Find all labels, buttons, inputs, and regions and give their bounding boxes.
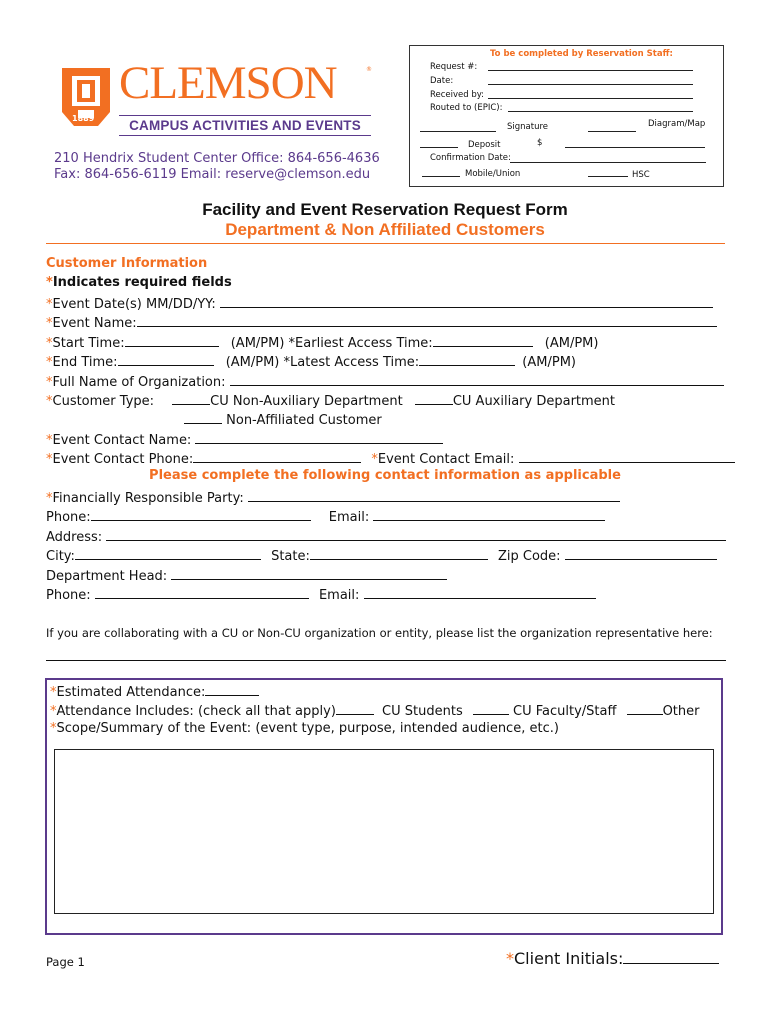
scope-label: Scope/Summary of the Event: (event type, purpose, intended audience, etc.)	[56, 721, 559, 736]
contact-name-row: *Event Contact Name:	[46, 430, 443, 449]
logo-subtitle-band	[119, 115, 371, 136]
attendance-label: Estimated Attendance:	[56, 685, 206, 700]
attendance-input[interactable]	[205, 682, 259, 696]
earliest-access-label: (AM/PM) *Earliest Access Time:	[230, 336, 433, 351]
request-label: Request #:	[430, 62, 478, 72]
dept-head-label: Department Head:	[46, 569, 168, 584]
event-dates-input[interactable]	[220, 294, 713, 308]
email2-label: Email:	[318, 588, 360, 603]
confirmation-line[interactable]	[510, 162, 706, 163]
client-initials-row: *Client Initials:	[506, 949, 719, 968]
scope-row: *Scope/Summary of the Event: (event type, purpose, intended audience, etc.)	[50, 721, 559, 736]
start-time-row: *Start Time: (AM/PM) *Earliest Access Time: (AM/PM)	[46, 333, 598, 352]
contact-name-label: Event Contact Name:	[52, 433, 192, 448]
phone-email-row	[46, 507, 605, 526]
received-label: Received by:	[430, 90, 485, 100]
state-input[interactable]	[310, 546, 488, 560]
mobile-line[interactable]	[422, 176, 460, 177]
city-input[interactable]	[75, 546, 261, 560]
phone-input[interactable]	[91, 507, 311, 521]
contact-phone-row: *Event Contact Phone: *Event Contact Email:	[46, 449, 735, 468]
required-note: *Indicates required fields	[46, 275, 232, 290]
form-title: Facility and Event Reservation Request Form	[202, 200, 568, 219]
routed-label: Routed to (EPIC):	[430, 103, 503, 113]
signature-line[interactable]	[420, 131, 496, 132]
address-label: Address:	[46, 530, 103, 545]
collab-input[interactable]	[46, 660, 726, 661]
other-label: Other	[662, 704, 700, 719]
dollar-line[interactable]	[565, 147, 705, 148]
event-name-label: Event Name:	[52, 316, 137, 331]
dept-head-input[interactable]	[171, 566, 447, 580]
event-name-input[interactable]	[137, 313, 717, 327]
phone2-input[interactable]	[95, 585, 309, 599]
scope-textarea[interactable]	[54, 749, 714, 914]
email-input[interactable]	[373, 507, 605, 521]
non-affiliated-checkbox[interactable]	[184, 410, 222, 424]
address-input[interactable]	[106, 527, 726, 541]
other-checkbox[interactable]	[627, 701, 663, 715]
cu-aux-checkbox[interactable]	[415, 391, 453, 405]
city-label: City:	[46, 549, 75, 564]
email-label: Email:	[328, 510, 370, 525]
date-line[interactable]	[488, 84, 693, 85]
received-line[interactable]	[488, 98, 693, 99]
zip-label: Zip Code:	[498, 549, 561, 564]
faculty-checkbox[interactable]	[473, 701, 509, 715]
cu-non-aux-checkbox[interactable]	[172, 391, 210, 405]
customer-section-heading: Customer Information	[46, 256, 208, 271]
non-affiliated-label: Non-Affiliated Customer	[226, 413, 382, 428]
signature-label: Signature	[507, 122, 549, 132]
diagram-line[interactable]	[588, 131, 636, 132]
request-line[interactable]	[488, 70, 693, 71]
financial-input[interactable]	[248, 488, 620, 502]
dept-head-row	[46, 566, 447, 585]
state-label: State:	[271, 549, 310, 564]
client-initials-label: Client Initials:	[514, 949, 624, 968]
start-time-label: Start Time:	[52, 336, 125, 351]
routed-line[interactable]	[508, 111, 693, 112]
financial-label: Financially Responsible Party:	[52, 491, 244, 506]
end-time-row: *End Time: (AM/PM) *Latest Access Time: (AM/PM)	[46, 352, 576, 371]
diagram-label: Diagram/Map	[648, 119, 706, 129]
city-row	[46, 546, 717, 565]
deposit-line[interactable]	[420, 147, 458, 148]
deposit-label: Deposit	[468, 140, 501, 150]
client-initials-input[interactable]	[623, 949, 719, 964]
office-address: 210 Hendrix Student Center Office: 864-656-4636	[54, 151, 380, 166]
address-row	[46, 527, 726, 546]
includes-label: Attendance Includes: (check all that apply)	[56, 704, 336, 719]
latest-access-label: (AM/PM) *Latest Access Time:	[225, 355, 420, 370]
clemson-wordmark: CLEMSON	[119, 57, 337, 109]
hsc-line[interactable]	[588, 176, 628, 177]
org-name-input[interactable]	[230, 372, 724, 386]
financial-row: *Financially Responsible Party:	[46, 488, 620, 507]
faculty-label: CU Faculty/Staff	[513, 704, 617, 719]
hsc-label: HSC	[632, 170, 650, 180]
org-name-label: Full Name of Organization:	[52, 375, 226, 390]
email2-input[interactable]	[364, 585, 596, 599]
event-dates-label: Event Date(s) MM/DD/YY:	[52, 297, 216, 312]
fax-email: Fax: 864-656-6119 Email: reserve@clemson.edu	[54, 167, 371, 182]
event-dates-row: *Event Date(s) MM/DD/YY:	[46, 294, 713, 313]
page-number: Page 1	[46, 955, 85, 969]
contact-name-input[interactable]	[195, 430, 443, 444]
title-divider	[46, 243, 725, 244]
mobile-label: Mobile/Union	[465, 169, 521, 179]
attendance-row: *Estimated Attendance:	[50, 682, 259, 701]
contact-email-label: Event Contact Email:	[377, 452, 515, 467]
phone2-label: Phone:	[46, 588, 91, 603]
cu-non-aux-label: CU Non-Auxiliary Department	[210, 394, 403, 409]
dollar-label: $	[537, 138, 543, 148]
phone-label: Phone:	[46, 510, 91, 525]
students-label: CU Students	[382, 704, 463, 719]
contact-section-heading: Please complete the following contact information as applicable	[149, 468, 621, 483]
collab-note: If you are collaborating with a CU or Non-CU organization or entity, please list the organization representative here:	[46, 626, 713, 640]
includes-row: *Attendance Includes: (check all that apply) CU Students CU Faculty/Staff Other	[50, 701, 700, 720]
earliest-access-input[interactable]	[433, 333, 533, 347]
staff-box	[409, 45, 724, 187]
contact-phone-label: Event Contact Phone:	[52, 452, 194, 467]
phone2-row	[46, 585, 596, 604]
logo-year: 1889	[72, 114, 95, 123]
zip-input[interactable]	[565, 546, 717, 560]
end-time-label: End Time:	[52, 355, 118, 370]
registered-mark: ®	[366, 66, 372, 73]
required-asterisk: *	[46, 275, 53, 290]
event-name-row: *Event Name:	[46, 313, 717, 332]
ampm-label: (AM/PM)	[522, 355, 576, 370]
org-name-row: *Full Name of Organization:	[46, 372, 724, 391]
latest-access-input[interactable]	[419, 352, 515, 366]
staff-heading: To be completed by Reservation Staff:	[490, 49, 673, 59]
end-time-input[interactable]	[118, 352, 214, 366]
customer-type-row: *Customer Type: CU Non-Auxiliary Department CU Auxiliary Department	[46, 391, 615, 410]
start-time-input[interactable]	[125, 333, 219, 347]
ampm-label: (AM/PM)	[544, 336, 599, 351]
contact-email-input[interactable]	[519, 449, 735, 463]
form-subtitle: Department & Non Affiliated Customers	[225, 220, 545, 239]
customer-type-label: Customer Type:	[52, 394, 155, 409]
students-checkbox[interactable]	[336, 701, 374, 715]
cu-aux-label: CU Auxiliary Department	[452, 394, 616, 409]
date-label: Date:	[430, 76, 454, 86]
non-affiliated-row	[184, 410, 382, 429]
logo-subtitle: CAMPUS ACTIVITIES AND EVENTS	[129, 118, 361, 133]
contact-phone-input[interactable]	[193, 449, 361, 463]
confirmation-label: Confirmation Date:	[430, 153, 511, 163]
